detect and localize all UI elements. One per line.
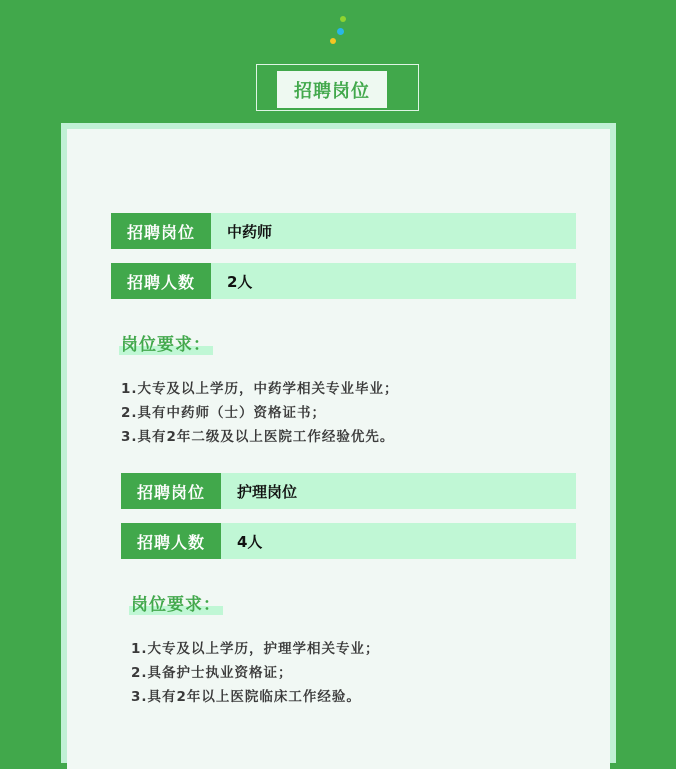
count-label: 招聘人数 <box>111 263 211 299</box>
list-item: 1.大专及以上学历，护理学相关专业； <box>131 641 380 657</box>
requirements-list-2 <box>131 637 380 709</box>
requirements-heading-1: 岗位要求： <box>119 330 213 355</box>
title-frame <box>256 64 419 111</box>
count-value: 4人 <box>221 523 576 559</box>
list-item: 2.具有中药师（士）资格证书； <box>121 405 327 421</box>
list-item: 1.大专及以上学历，中药学相关专业毕业； <box>121 381 399 397</box>
list-item: 3.具有2年以上医院临床工作经验。 <box>131 689 361 705</box>
blue-dot <box>337 28 344 35</box>
decorative-dots <box>325 14 349 48</box>
post-row-1 <box>111 213 576 249</box>
count-row-2 <box>121 523 576 559</box>
page-title: 招聘岗位 <box>277 71 387 108</box>
post-row-2 <box>121 473 576 509</box>
post-label: 招聘岗位 <box>121 473 221 509</box>
post-label: 招聘岗位 <box>111 213 211 249</box>
requirements-heading-2: 岗位要求： <box>129 590 223 615</box>
yellow-dot <box>330 38 336 44</box>
post-value: 护理岗位 <box>221 473 576 509</box>
post-value: 中药师 <box>211 213 576 249</box>
requirements-list-1 <box>121 377 399 449</box>
count-label: 招聘人数 <box>121 523 221 559</box>
list-item: 2.具备护士执业资格证； <box>131 665 293 681</box>
count-value: 2人 <box>211 263 576 299</box>
count-row-1 <box>111 263 576 299</box>
list-item: 3.具有2年二级及以上医院工作经验优先。 <box>121 429 395 445</box>
green-dot <box>340 16 346 22</box>
